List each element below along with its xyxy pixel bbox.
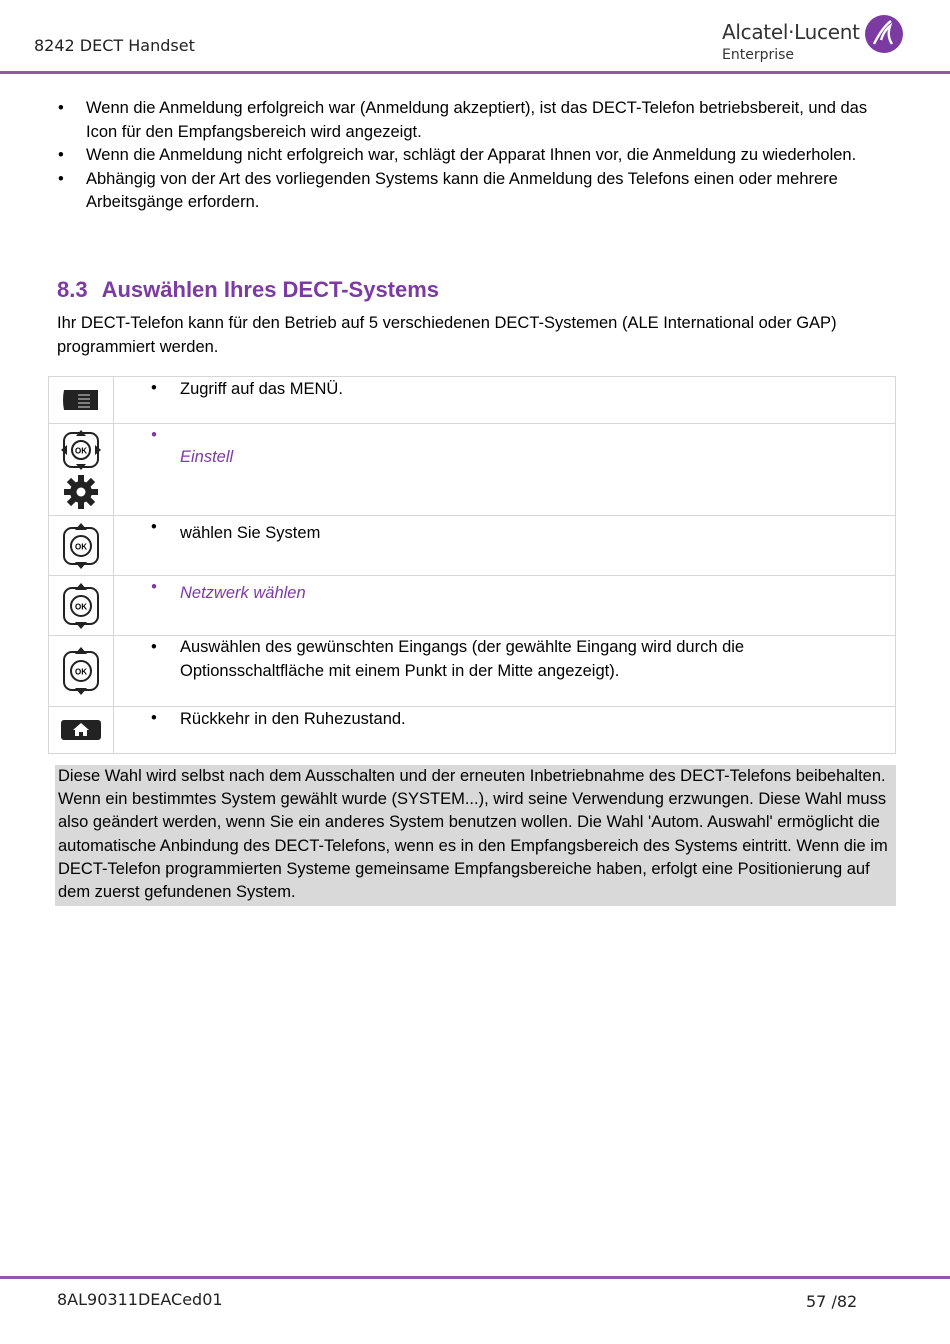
step-icon-cell xyxy=(49,377,114,424)
page-number: 57 /82 xyxy=(806,1292,858,1311)
step-text-cell xyxy=(114,636,896,707)
step-text: • Zugriff auf das MENÜ. xyxy=(114,377,895,402)
step-text-menu-item: • Netzwerk wählen xyxy=(114,576,895,606)
step-icon-cell xyxy=(49,636,114,707)
table-row xyxy=(49,707,896,754)
table-row xyxy=(49,424,896,516)
document-title: 8242 DECT Handset xyxy=(34,36,195,55)
brand-name: Alcatel·Lucent xyxy=(722,20,860,44)
alcatel-lucent-logo-icon xyxy=(864,14,904,54)
table-row xyxy=(49,576,896,636)
step-icon-cell xyxy=(49,424,114,516)
step-text-cell xyxy=(114,707,896,754)
step-text-menu-item: • Einstell xyxy=(114,424,895,470)
step-text-cell xyxy=(114,377,896,424)
svg-text:OK: OK xyxy=(75,667,87,677)
section-number: 8.3 xyxy=(57,277,88,302)
step-icon-cell xyxy=(49,576,114,636)
bullet-item: • Wenn die Anmeldung nicht erfolgreich war, schlägt der Apparat Ihnen vor, die Anmeldung zu wiederholen. xyxy=(56,144,896,168)
navigator-ok-icon xyxy=(61,430,101,470)
document-reference: 8AL90311DEACed01 xyxy=(57,1290,223,1309)
svg-text:OK: OK xyxy=(75,446,87,455)
brand-subtitle: Enterprise xyxy=(722,47,795,63)
section-title: Auswählen Ihres DECT-Systems xyxy=(101,277,440,302)
bullet-item: • Wenn die Anmeldung erfolgreich war (Anmeldung akzeptiert), ist das DECT-Telefon betriebsbereit, und das Icon für den Empfangsbereich wird angezeigt. xyxy=(56,97,896,144)
step-text-cell xyxy=(114,576,896,636)
navigator-ok-icon xyxy=(61,583,101,629)
step-icon-cell xyxy=(49,516,114,576)
step-text: • Rückkehr in den Ruhezustand. xyxy=(114,707,895,732)
menu-key-icon xyxy=(61,388,101,412)
step-text: • Auswählen des gewünschten Eingangs (der gewählte Eingang wird durch die Optionsschaltfläche mit einem Punkt in der Mitte angezeigt). xyxy=(114,636,895,683)
table-row xyxy=(49,377,896,424)
gear-icon xyxy=(63,474,99,510)
step-icon-cell xyxy=(49,707,114,754)
section-intro: Ihr DECT-Telefon kann für den Betrieb auf 5 verschiedenen DECT-Systemen (ALE International oder GAP) programmiert werden. xyxy=(57,314,837,356)
note-box: Diese Wahl wird selbst nach dem Ausschalten und der erneuten Inbetriebnahme des DECT-Telefons beibehalten. Wenn ein bestimmtes System gewählt wurde (SYSTEM...), wird seine Verwendung erzwungen. Diese Wahl muss also geändert werden, wenn Sie ein anderes System benutzen wollen. Die Wahl 'Autom. Auswahl' ermöglicht die automatische Anbindung des DECT-Telefons, wenn es in den Empfangsbereich des Systems eintritt. Wenn die im DECT-Telefon programmierten Systeme gemeinsame Empfangsbereiche haben, erfolgt eine Positionierung auf dem zuerst gefundenen System. xyxy=(55,765,896,906)
table-row xyxy=(49,636,896,707)
header-rule xyxy=(0,71,950,74)
bullet-item: • Abhängig von der Art des vorliegenden Systems kann die Anmeldung des Telefons einen oder mehrere Arbeitsgänge erfordern. xyxy=(56,168,896,215)
svg-text:OK: OK xyxy=(75,542,87,551)
footer-rule xyxy=(0,1276,950,1279)
step-text-cell xyxy=(114,516,896,576)
steps-table xyxy=(48,376,896,754)
step-text-cell xyxy=(114,424,896,516)
navigator-ok-icon xyxy=(61,523,101,569)
svg-text:OK: OK xyxy=(75,602,87,611)
step-text: • wählen Sie System xyxy=(114,516,895,546)
bullet-list xyxy=(56,97,896,215)
table-row xyxy=(49,516,896,576)
home-key-icon xyxy=(60,719,102,741)
brand-block xyxy=(720,14,910,66)
navigator-ok-icon xyxy=(61,647,101,695)
section-heading xyxy=(57,277,439,303)
